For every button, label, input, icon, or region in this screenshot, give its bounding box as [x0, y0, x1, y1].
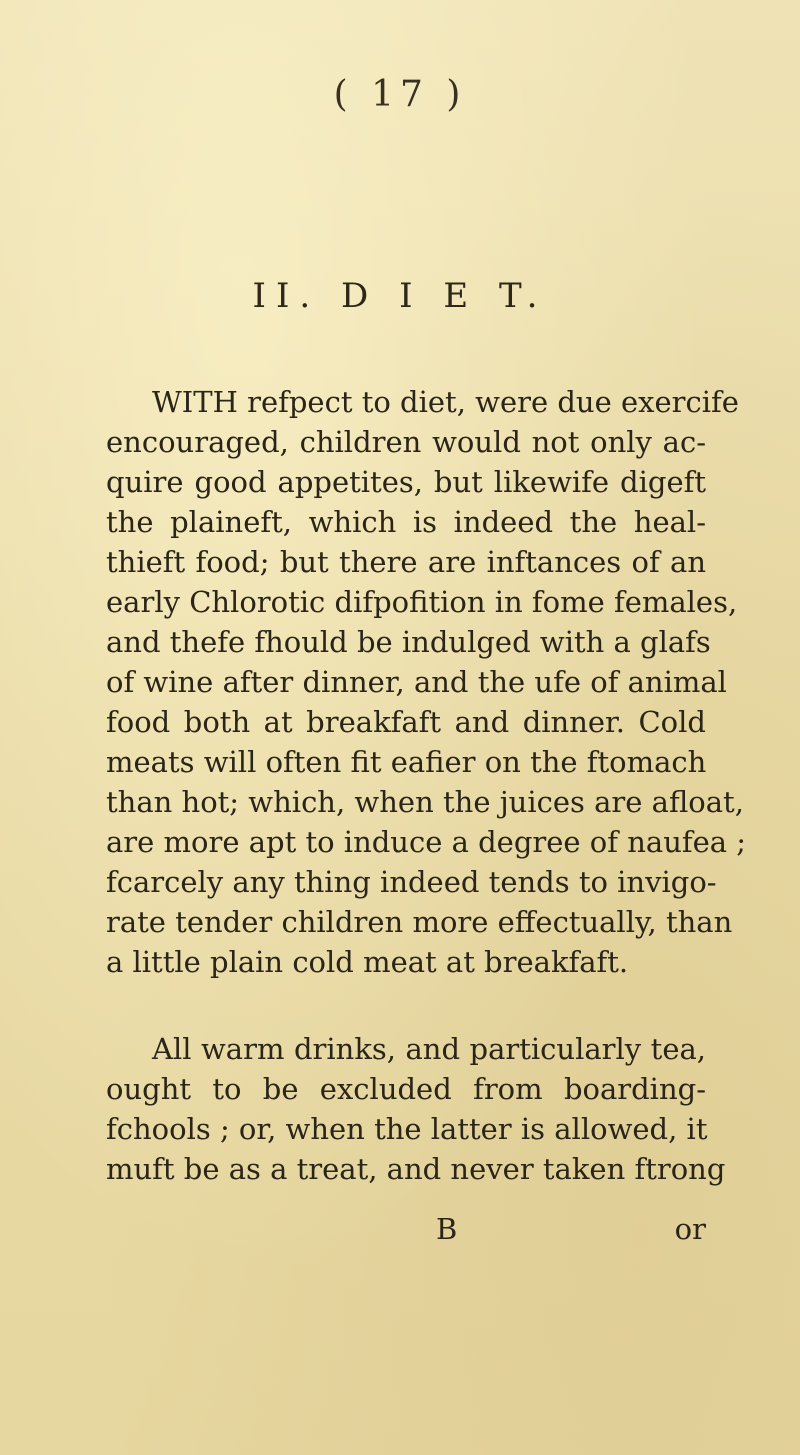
text-line: are more apt to induce a degree of naufea ; — [106, 825, 747, 859]
text-line: ought to be excluded from boarding- — [106, 1072, 706, 1106]
page-number: ( 17 ) — [333, 74, 467, 115]
text-line: fchools ; or, when the latter is allowed, it — [106, 1112, 708, 1146]
paragraph-warm-drinks — [106, 1029, 726, 1189]
text-line: the plaineft, which is indeed the heal- — [106, 505, 706, 539]
text-line: fcarcely any thing indeed tends to invigo- — [106, 865, 717, 899]
text-line: encouraged, children would not only ac- — [106, 425, 706, 459]
text-line: a little plain cold meat at breakfaft. — [106, 945, 629, 979]
text-line: of wine after dinner, and the ufe of animal — [106, 665, 727, 699]
text-line: WITH refpect to diet, were due exercife — [152, 385, 739, 419]
text-line: All warm drinks, and particularly tea, — [152, 1032, 706, 1066]
paragraph-diet — [106, 382, 747, 982]
text-line: food both at breakfaft and dinner. Cold — [106, 705, 706, 739]
catchword: or — [674, 1212, 706, 1246]
text-line: rate tender children more effectually, than — [106, 905, 733, 939]
text-line: quire good appetites, but likewife digeft — [106, 465, 706, 499]
text-line: muft be as a treat, and never taken ftrong — [106, 1152, 726, 1186]
section-heading: II. D I E T. — [252, 276, 548, 316]
text-line: than hot; which, when the juices are afloat, — [106, 785, 744, 819]
text-line: early Chlorotic difpofition in fome females, — [106, 585, 738, 619]
text-line: meats will often fit eafier on the ftomach — [106, 745, 707, 779]
signature-mark: B — [436, 1212, 458, 1246]
text-line: and thefe fhould be indulged with a glafs — [106, 625, 711, 659]
text-line: thieft food; but there are inftances of an — [106, 545, 706, 579]
